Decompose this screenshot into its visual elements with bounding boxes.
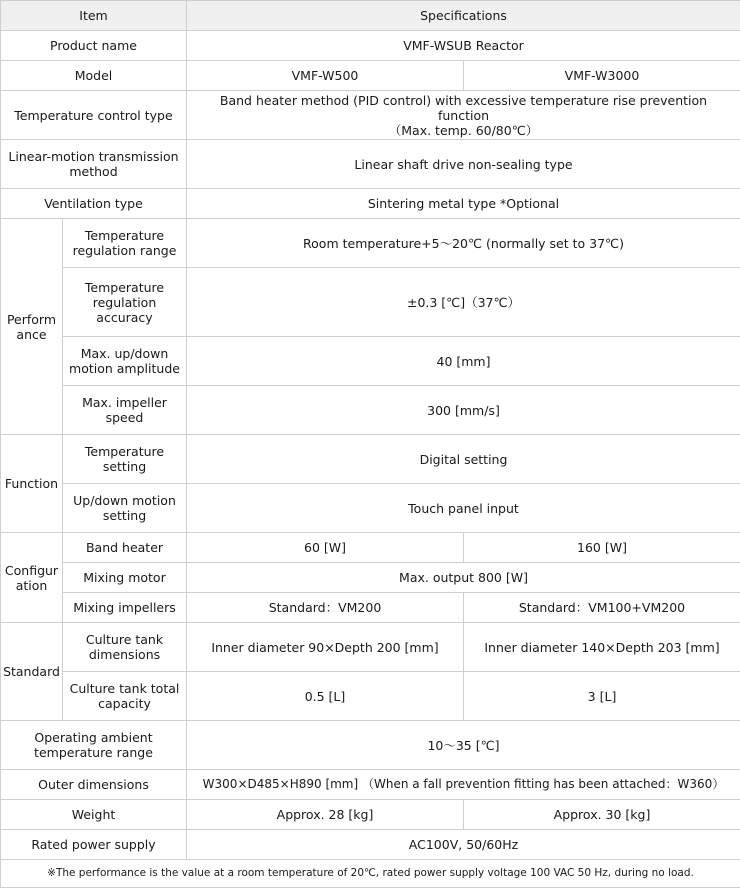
amplitude-value: 40 [mm]	[187, 337, 740, 386]
ventilation-label: Ventilation type	[1, 189, 187, 219]
table-row	[1, 672, 740, 721]
temp-control-line2: （Max. temp. 60/80℃）	[388, 122, 539, 138]
temp-setting-label: Temperature setting	[63, 435, 187, 484]
linear-motion-label: Linear-motion transmission method	[1, 140, 187, 189]
updown-setting-label: Up/down motion setting	[63, 484, 187, 533]
tank-capacity-w3000: 3 [L]	[464, 672, 740, 721]
table-row	[1, 721, 740, 770]
header-specifications: Specifications	[187, 1, 740, 31]
footnote-row	[1, 860, 740, 888]
impeller-speed-label: Max. impeller speed	[63, 386, 187, 435]
table-row	[1, 386, 740, 435]
table-row	[1, 219, 740, 268]
mixing-impellers-w500: Standard：VM200	[187, 593, 464, 623]
table-row	[1, 484, 740, 533]
model-w500: VMF-W500	[187, 61, 464, 91]
table-row	[1, 593, 740, 623]
function-group-label: Function	[1, 435, 63, 533]
tank-capacity-label: Culture tank total capacity	[63, 672, 187, 721]
table-row	[1, 189, 740, 219]
model-w3000: VMF-W3000	[464, 61, 740, 91]
table-row	[1, 800, 740, 830]
temp-control-label: Temperature control type	[1, 91, 187, 140]
outer-dimensions-label: Outer dimensions	[1, 770, 187, 800]
table-row	[1, 31, 740, 61]
tank-dimensions-label: Culture tank dimensions	[63, 623, 187, 672]
temp-accuracy-value: ±0.3 [℃]（37℃）	[187, 268, 740, 337]
amplitude-label: Max. up/down motion amplitude	[63, 337, 187, 386]
temp-range-label: Temperature regulation range	[63, 219, 187, 268]
standard-group-label: Standard	[1, 623, 63, 721]
ventilation-value: Sintering metal type *Optional	[187, 189, 740, 219]
weight-w500: Approx. 28 [kg]	[187, 800, 464, 830]
mixing-motor-label: Mixing motor	[63, 563, 187, 593]
temp-range-value: Room temperature+5～20℃ (normally set to 37℃)	[187, 219, 740, 268]
temp-control-line1: Band heater method (PID control) with excessive temperature rise prevention function	[219, 92, 708, 123]
mixing-motor-value: Max. output 800 [W]	[187, 563, 740, 593]
weight-w3000: Approx. 30 [kg]	[464, 800, 740, 830]
product-name-value: VMF-WSUB Reactor	[187, 31, 740, 61]
header-item: Item	[1, 1, 187, 31]
table-row	[1, 140, 740, 189]
band-heater-w500: 60 [W]	[187, 533, 464, 563]
footnote: ※The performance is the value at a room temperature of 20℃, rated power supply voltage 100 VAC 50 Hz, during no load.	[1, 860, 740, 888]
mixing-impellers-w3000: Standard：VM100+VM200	[464, 593, 740, 623]
tank-capacity-w500: 0.5 [L]	[187, 672, 464, 721]
impeller-speed-value: 300 [mm/s]	[187, 386, 740, 435]
table-row	[1, 623, 740, 672]
temp-accuracy-label: Temperature regulation accuracy	[63, 268, 187, 337]
outer-dimensions-value: W300×D485×H890 [mm] （When a fall prevention fitting has been attached：W360）	[187, 770, 740, 800]
ambient-value: 10～35 [℃]	[187, 721, 740, 770]
table-row	[1, 533, 740, 563]
table-row	[1, 830, 740, 860]
weight-label: Weight	[1, 800, 187, 830]
tank-dimensions-w3000: Inner diameter 140×Depth 203 [mm]	[464, 623, 740, 672]
linear-motion-value: Linear shaft drive non-sealing type	[187, 140, 740, 189]
configuration-group-label: Configur ation	[1, 533, 63, 623]
updown-setting-value: Touch panel input	[187, 484, 740, 533]
ambient-label: Operating ambient temperature range	[1, 721, 187, 770]
table-row	[1, 770, 740, 800]
table-row	[1, 268, 740, 337]
temp-setting-value: Digital setting	[187, 435, 740, 484]
table-row	[1, 91, 740, 140]
product-name-label: Product name	[1, 31, 187, 61]
temp-control-value	[187, 91, 740, 140]
table-row	[1, 337, 740, 386]
performance-group-label: Perform ance	[1, 219, 63, 435]
power-value: AC100V, 50/60Hz	[187, 830, 740, 860]
band-heater-w3000: 160 [W]	[464, 533, 740, 563]
table-row	[1, 61, 740, 91]
power-label: Rated power supply	[1, 830, 187, 860]
table-row	[1, 435, 740, 484]
mixing-impellers-label: Mixing impellers	[63, 593, 187, 623]
table-row	[1, 563, 740, 593]
tank-dimensions-w500: Inner diameter 90×Depth 200 [mm]	[187, 623, 464, 672]
header-row	[1, 1, 740, 31]
band-heater-label: Band heater	[63, 533, 187, 563]
model-label: Model	[1, 61, 187, 91]
